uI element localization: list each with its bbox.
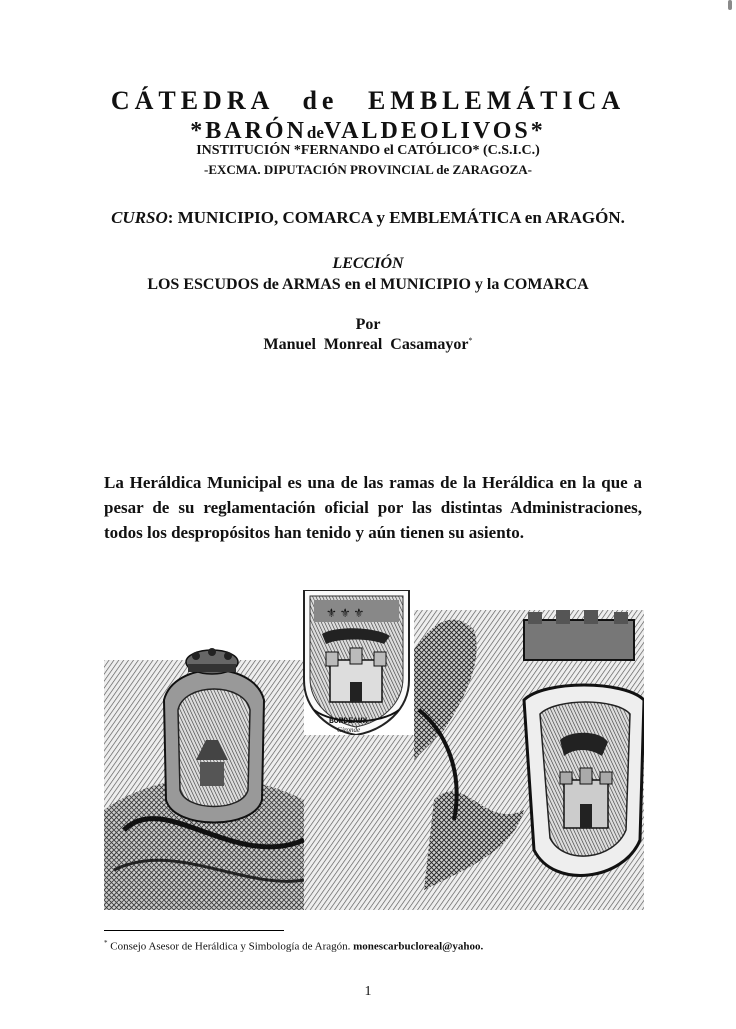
footnote-separator	[104, 930, 284, 931]
scrollbar[interactable]	[728, 0, 732, 10]
right-cartouche	[414, 610, 644, 910]
chair-title: CÁTEDRA de EMBLEMÁTICA	[110, 86, 626, 115]
illustration-caption-region: Gironde	[337, 726, 361, 734]
center-shield	[304, 590, 409, 735]
center-background	[304, 735, 414, 910]
page-number: 1	[364, 984, 372, 999]
footnote	[104, 939, 483, 953]
svg-text:⚜ ⚜ ⚜: ⚜ ⚜ ⚜	[326, 606, 365, 620]
lesson-title: LOS ESCUDOS de ARMAS en el MUNICIPIO y la COMARCA	[147, 276, 589, 293]
intro-paragraph: La Heráldica Municipal es una de las ramas de la Heráldica en la que a pesar de su reglamentación oficial por las distintas Administraciones, todos los despropósitos han tenido y aún tienen su asiento.	[104, 473, 642, 542]
author-footnote-mark: *	[468, 336, 473, 345]
author-by: Por	[355, 316, 381, 333]
chair-subtitle	[0, 118, 736, 145]
heraldry-illustration	[104, 590, 644, 910]
lesson-label: LECCIÓN	[332, 255, 404, 272]
left-cartouche	[104, 648, 304, 910]
footnote-email[interactable]: monescarbucloreal@yahoo.	[353, 940, 484, 953]
footnote-mark: *	[104, 939, 108, 947]
footnote-text: Consejo Asesor de Heráldica y Simbología de Aragón.	[107, 940, 354, 953]
course-label: CURSO	[111, 208, 168, 227]
institution: INSTITUCIÓN *FERNANDO el CATÓLICO* (C.S.I.C.)	[196, 143, 540, 158]
author-name-text: Manuel Monreal Casamayor	[263, 336, 469, 353]
chair-subtitle-a: *BARÓN	[190, 118, 307, 144]
illustration-caption-city: BORDEAUX	[329, 717, 368, 726]
course-title: : MUNICIPIO, COMARCA y EMBLEMÁTICA en ARAGÓN.	[167, 208, 625, 227]
chair-subtitle-b: de	[306, 123, 324, 142]
author-name	[0, 336, 736, 354]
chair-subtitle-c: VALDEOLIVOS*	[323, 118, 546, 144]
course-heading	[0, 208, 736, 228]
provincial-council: -EXCMA. DIPUTACIÓN PROVINCIAL de ZARAGOZA-	[203, 162, 532, 177]
